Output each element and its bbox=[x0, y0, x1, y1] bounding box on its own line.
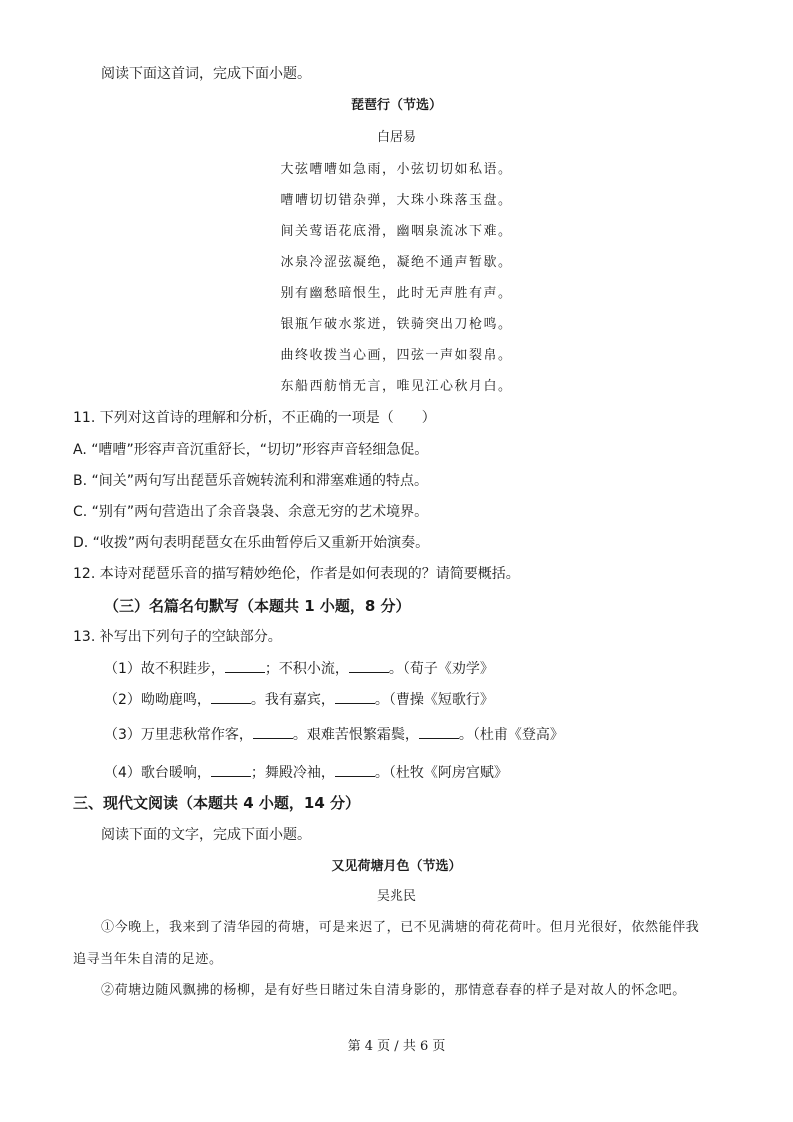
poem-title: 琵琶行（节选） bbox=[350, 98, 442, 113]
poem-line: 曲终收拨当心画，四弦一声如裂帛。 bbox=[280, 348, 513, 363]
answer-blank[interactable] bbox=[211, 762, 251, 777]
poem-line: 大弦嘈嘈如急雨，小弦切切如私语。 bbox=[280, 162, 513, 177]
fill-blank-item: （3）万里悲秋常作客， 。艰难苦恨繁霜鬓， 。（杜甫《登高》 bbox=[104, 724, 564, 745]
poem-line: 间关莺语花底滑，幽咽泉流冰下难。 bbox=[280, 224, 513, 239]
answer-blank[interactable] bbox=[335, 689, 375, 704]
essay-paragraph-1-cont: 追寻当年朱自清的足迹。 bbox=[73, 952, 223, 967]
fill-blank-item: （2）呦呦鹿鸣， 。我有嘉宾， 。（曹操《短歌行》 bbox=[104, 689, 494, 710]
essay-paragraph-1: ①今晚上，我来到了清华园的荷塘，可是来迟了，已不见满塘的荷花荷叶。但月光很好，依然能伴我 bbox=[101, 920, 700, 935]
answer-blank[interactable] bbox=[225, 658, 265, 673]
reading-instruction: 阅读下面这首词，完成下面小题。 bbox=[101, 66, 311, 82]
answer-blank[interactable] bbox=[419, 724, 459, 739]
poem-line: 银瓶乍破水浆迸，铁骑突出刀枪鸣。 bbox=[280, 317, 513, 332]
answer-blank[interactable] bbox=[211, 689, 251, 704]
poem-line: 冰泉冷涩弦凝绝，凝绝不通声暂歇。 bbox=[280, 255, 513, 270]
fill-blank-item: （4）歌台暖响， ；舞殿冷袖， 。（杜牧《阿房宫赋》 bbox=[104, 762, 508, 783]
essay-paragraph-2: ②荷塘边随风飘拂的杨柳，是有好些日睹过朱自清身影的，那情意春春的样子是对故人的怀念吧。 bbox=[101, 983, 686, 998]
answer-blank[interactable] bbox=[349, 658, 389, 673]
answer-blank[interactable] bbox=[253, 724, 293, 739]
poem-author: 白居易 bbox=[376, 130, 416, 145]
option-a: A. “嘈嘈”形容声音沉重舒长，“切切”形容声音轻细急促。 bbox=[73, 442, 429, 458]
poem-line: 东船西舫悄无言，唯见江心秋月白。 bbox=[280, 379, 513, 394]
question-11-stem: 11. 下列对这首诗的理解和分析，不正确的一项是（ ） bbox=[73, 410, 436, 426]
question-12: 12. 本诗对琵琶乐音的描写精妙绝伦，作者是如何表现的？请简要概括。 bbox=[73, 566, 520, 582]
option-d: D. “收拨”两句表明琵琶女在乐曲暂停后又重新开始演奏。 bbox=[73, 535, 430, 551]
page-number: 第 4 页 / 共 6 页 bbox=[347, 1039, 446, 1054]
poem-line: 嘈嘈切切错杂弹，大珠小珠落玉盘。 bbox=[280, 193, 513, 208]
section-heading-recitation: （三）名篇名句默写（本题共 1 小题，8 分） bbox=[104, 597, 411, 615]
section-heading-modern: 三、现代文阅读（本题共 4 小题，14 分） bbox=[73, 794, 360, 812]
poem-line: 别有幽愁暗恨生，此时无声胜有声。 bbox=[280, 286, 513, 301]
fill-blank-item: （1）故不积跬步， ；不积小流， 。（荀子《劝学》 bbox=[104, 658, 494, 679]
option-b: B. “间关”两句写出琵琶乐音婉转流利和滞塞难通的特点。 bbox=[73, 473, 429, 489]
option-c: C. “别有”两句营造出了余音袅袅、余意无穷的艺术境界。 bbox=[73, 504, 429, 520]
essay-author: 吴兆民 bbox=[376, 889, 416, 904]
answer-blank[interactable] bbox=[335, 762, 375, 777]
reading-instruction: 阅读下面的文字，完成下面小题。 bbox=[101, 827, 311, 843]
essay-title: 又见荷塘月色（节选） bbox=[331, 859, 462, 874]
question-13-stem: 13. 补写出下列句子的空缺部分。 bbox=[73, 629, 282, 645]
